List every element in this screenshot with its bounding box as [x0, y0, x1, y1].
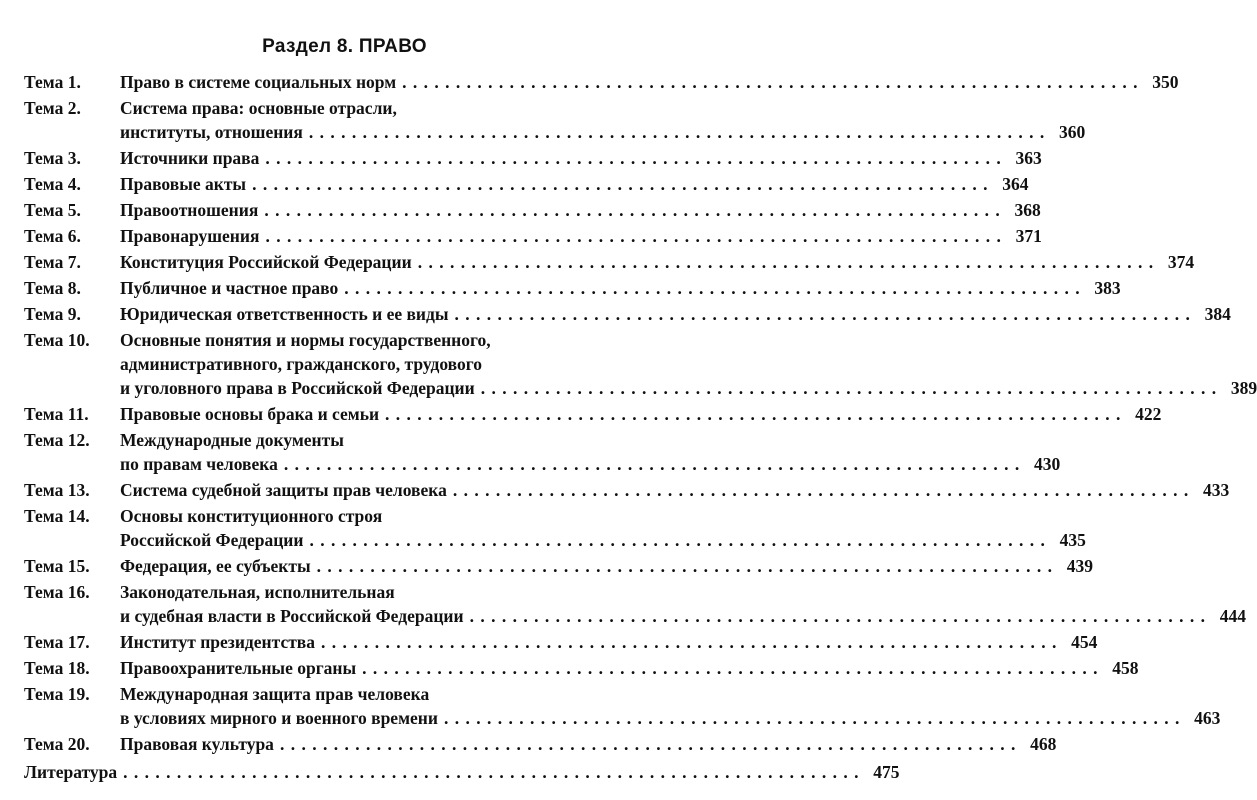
topic-title: Правонарушения [120, 226, 260, 246]
dot-leader [321, 630, 1057, 654]
toc-line [24, 760, 900, 784]
page-number: 444 [1219, 606, 1246, 626]
dot-leader [418, 250, 1154, 274]
topic-number: Тема 18. [24, 658, 90, 678]
toc-entry [24, 146, 1042, 170]
topic-title: Правоотношения [120, 200, 259, 220]
page-number: 422 [1135, 404, 1162, 424]
dot-leader [455, 302, 1191, 326]
page-number: 435 [1059, 530, 1086, 550]
topic-title: Право в системе социальных норм [120, 72, 397, 92]
toc-line [24, 352, 672, 376]
toc-line [24, 528, 1086, 552]
toc-line [24, 198, 1041, 222]
toc-entry [24, 402, 1162, 426]
page-number: 430 [1033, 454, 1061, 474]
topic-title: Конституция Российской Федерации [120, 252, 412, 272]
toc-entry [24, 328, 1257, 400]
page-number: 374 [1167, 252, 1195, 272]
toc-line [24, 146, 1042, 170]
topic-number: Тема 14. [24, 506, 90, 526]
topic-title: Юридическая ответственность и ее виды [120, 304, 449, 324]
page-number: 389 [1230, 378, 1257, 398]
toc-line [24, 250, 1195, 274]
toc-entry [24, 478, 1230, 502]
topic-number: Тема 13. [24, 480, 90, 500]
table-of-contents [24, 70, 1257, 758]
topic-title: административного, гражданского, трудового [120, 354, 483, 374]
literature-label: Литература [24, 762, 118, 782]
topic-title: Основные понятия и нормы государственного, [120, 330, 491, 350]
topic-title: Институт президентства [120, 632, 316, 652]
page-number: 463 [1194, 708, 1221, 728]
dot-leader [317, 554, 1053, 578]
toc-line [24, 428, 672, 452]
topic-title: и судебная власти в Российской Федерации [120, 606, 464, 626]
toc-line [24, 376, 1257, 400]
topic-number: Тема 12. [24, 430, 90, 450]
topic-number: Тема 16. [24, 582, 90, 602]
topic-title: Система права: основные отрасли, [120, 98, 397, 118]
topic-number: Тема 1. [24, 72, 81, 92]
topic-title: в условиях мирного и военного времени [120, 708, 438, 728]
page-number: 475 [873, 762, 900, 782]
topic-title: Источники права [120, 148, 260, 168]
toc-entry [24, 580, 1246, 628]
toc-line [24, 706, 1221, 730]
dot-leader [444, 706, 1180, 730]
toc-entry [24, 554, 1094, 578]
dot-leader [252, 172, 988, 196]
toc-line [24, 276, 1121, 300]
page-number: 458 [1112, 658, 1139, 678]
toc-entry [24, 70, 1179, 94]
page-number: 439 [1066, 556, 1094, 576]
topic-title: Российской Федерации [120, 530, 304, 550]
topic-number: Тема 2. [24, 98, 81, 118]
topic-number: Тема 6. [24, 226, 81, 246]
toc-line [24, 96, 672, 120]
toc-entry [24, 630, 1098, 654]
topic-number: Тема 11. [24, 404, 89, 424]
page-number: 468 [1030, 734, 1057, 754]
toc-line [24, 580, 672, 604]
toc-entry [24, 96, 1086, 144]
toc-entry [24, 682, 1221, 730]
topic-title: Законодательная, исполнительная [120, 582, 395, 602]
page-number: 454 [1071, 632, 1098, 652]
page-number: 368 [1014, 200, 1041, 220]
page-number: 364 [1002, 174, 1029, 194]
topic-title: Система судебной защиты прав человека [120, 480, 447, 500]
page-number: 384 [1204, 304, 1231, 324]
page-number: 383 [1094, 278, 1121, 298]
toc-line [24, 630, 1098, 654]
topic-number: Тема 19. [24, 684, 90, 704]
dot-leader [344, 276, 1080, 300]
topic-title: Правовая культура [120, 734, 274, 754]
topic-title: Правовые основы брака и семьи [120, 404, 380, 424]
toc-line [24, 732, 1057, 756]
topic-title: Международные документы [120, 430, 344, 450]
dot-leader [309, 120, 1045, 144]
dot-leader [264, 198, 1000, 222]
toc-entry [24, 302, 1231, 326]
dot-leader [481, 376, 1217, 400]
page-number: 350 [1152, 72, 1179, 92]
topic-title: институты, отношения [120, 122, 303, 142]
topic-number: Тема 9. [24, 304, 81, 324]
toc-line [24, 328, 672, 352]
topic-title: Международная защита прав человека [120, 684, 430, 704]
dot-leader [453, 478, 1189, 502]
page-number: 371 [1015, 226, 1042, 246]
topic-title: Федерация, ее субъекты [120, 556, 311, 576]
topic-title: и уголовного права в Российской Федерации [120, 378, 475, 398]
toc-line [24, 172, 1029, 196]
topic-title: Публичное и частное право [120, 278, 339, 298]
topic-number: Тема 10. [24, 330, 90, 350]
page-number: 363 [1015, 148, 1042, 168]
dot-leader [309, 528, 1045, 552]
page-number: 433 [1202, 480, 1230, 500]
topic-number: Тема 3. [24, 148, 81, 168]
topic-number: Тема 17. [24, 632, 90, 652]
topic-number: Тема 15. [24, 556, 90, 576]
topic-number: Тема 8. [24, 278, 81, 298]
dot-leader [280, 732, 1016, 756]
toc-line [24, 120, 1086, 144]
section-heading: Раздел 8. ПРАВО [262, 36, 427, 57]
toc-entry [24, 224, 1042, 248]
toc-entry [24, 198, 1041, 222]
dot-leader [362, 656, 1098, 680]
dot-leader [402, 70, 1138, 94]
dot-leader [284, 452, 1020, 476]
dot-leader [470, 604, 1206, 628]
toc-entry [24, 276, 1121, 300]
toc-line [24, 224, 1042, 248]
toc-line [24, 478, 1230, 502]
toc-entry [24, 172, 1029, 196]
toc-line [24, 70, 1179, 94]
toc-entry-literature [24, 760, 900, 784]
toc-line [24, 656, 1139, 680]
topic-title: Правовые акты [120, 174, 247, 194]
toc-entry [24, 656, 1139, 680]
toc-entry [24, 428, 1061, 476]
page-number: 360 [1059, 122, 1086, 142]
toc-line [24, 682, 672, 706]
toc-entry [24, 250, 1195, 274]
toc-entry [24, 504, 1086, 552]
topic-title: Основы конституционного строя [120, 506, 383, 526]
topic-number: Тема 5. [24, 200, 81, 220]
dot-leader [265, 146, 1001, 170]
toc-line [24, 554, 1094, 578]
toc-line [24, 504, 672, 528]
dot-leader [123, 760, 859, 784]
topic-number: Тема 7. [24, 252, 81, 272]
topic-number: Тема 4. [24, 174, 81, 194]
topic-title: по правам человека [120, 454, 278, 474]
dot-leader [265, 224, 1001, 248]
toc-line [24, 302, 1231, 326]
toc-line [24, 402, 1162, 426]
dot-leader [385, 402, 1121, 426]
topic-title: Правоохранительные органы [120, 658, 357, 678]
toc-line [24, 604, 1246, 628]
toc-line [24, 452, 1061, 476]
toc-entry [24, 732, 1057, 756]
topic-number: Тема 20. [24, 734, 90, 754]
